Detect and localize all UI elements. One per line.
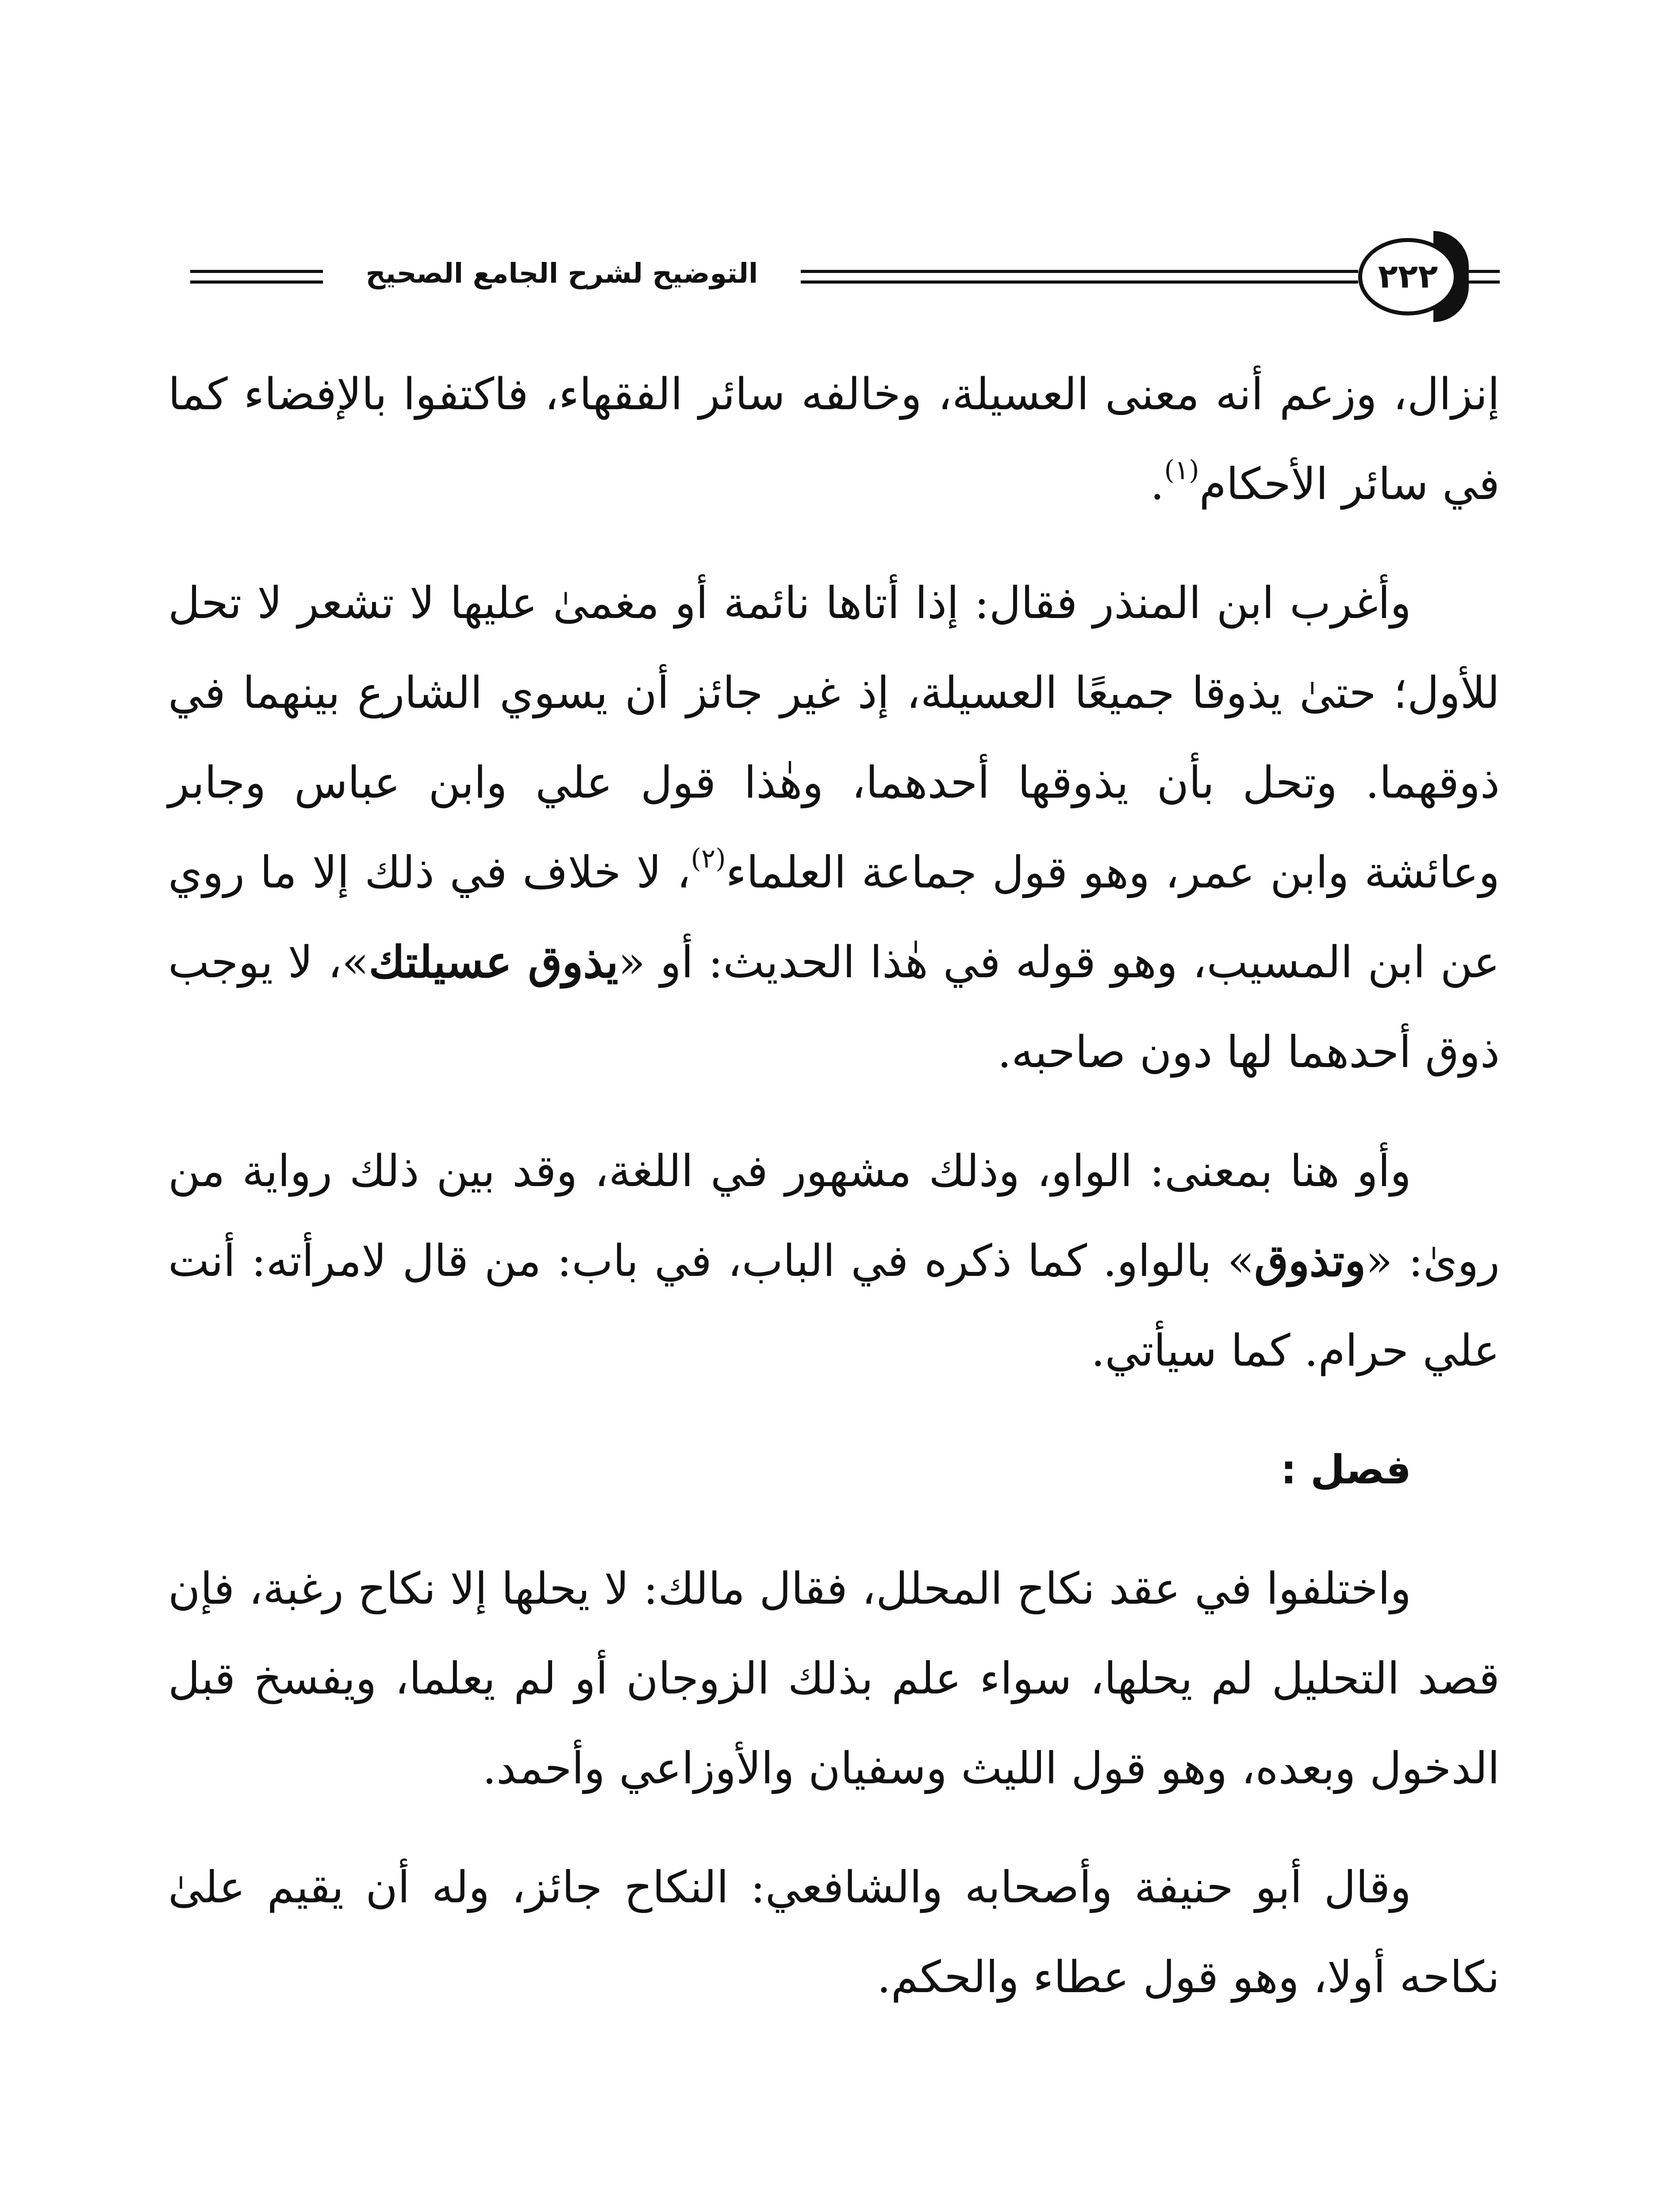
footnote-ref-2: (٢) (691, 843, 726, 874)
header-rule-left-top (190, 270, 323, 273)
paragraph-5: وقال أبو حنيفة وأصحابه والشافعي: النكاح جائز، وله أن يقيم علىٰ نكاحه أولا، وهو قول عطاء والحكم. (168, 1862, 1500, 2003)
header-rule-tail-bottom (1464, 280, 1500, 284)
paragraph-1-text: إنزال، وزعم أنه معنى العسيلة، وخالفه سائر الفقهاء، فاكتفوا بالإفضاء كما في سائر الأحكام (168, 369, 1500, 510)
header-rule-left-bottom (190, 280, 323, 284)
quoted-word-watadhuq: وتذوق (1254, 1235, 1366, 1286)
paragraph-3 (168, 1126, 1500, 1396)
paragraph-3-text-b: » بالواو. كما ذكره في الباب، في باب: من قال لامرأته: أنت علي حرام. كما سيأتي. (168, 1236, 1500, 1376)
quoted-phrase-yadhuq: يذوق عسيلتك (369, 937, 618, 988)
page-header (190, 226, 1500, 332)
page-number: ٢٢٢ (1378, 257, 1438, 296)
running-title: التوضيح لشرح الجامع الصحيح (365, 257, 758, 289)
page-number-badge (1358, 226, 1469, 327)
paragraph-2-text-b: ، لا خلاف في ذلك إلا ما روي عن ابن المسيب، وهو قوله في هٰذا الحديث: أو « (168, 847, 1500, 988)
body-text (168, 349, 1500, 2051)
footnote-ref-1: (١) (1164, 455, 1199, 486)
paragraph-2-text-a: وأغرب ابن المنذر فقال: إذا أتاها نائمة أو مغمىٰ عليها لا تشعر لا تحل للأول؛ حتىٰ يذوقا جميعًا العسيلة، إذ غير جائز أن يسوي الشارع بينهما في ذوقهما. وتحل بأن يذوقها أحدهما، وهٰذا قول علي وابن عباس وجابر وعائشة وابن عمر، وهو قول جماعة العلماء (168, 578, 1500, 898)
paragraph-2 (168, 558, 1500, 1097)
header-rule-middle-top (801, 270, 1358, 273)
header-rule-tail-top (1464, 270, 1500, 273)
paragraph-1 (168, 349, 1500, 529)
header-rule-middle-bottom (801, 280, 1358, 284)
paragraph-2-text-c: »، لا يوجب ذوق أحدهما لها دون صاحبه. (168, 937, 1500, 1078)
paragraph-4: واختلفوا في عقد نكاح المحلل، فقال مالك: لا يحلها إلا نكاح رغبة، فإن قصد التحليل لم يحلها، سواء علم بذلك الزوجان أو لم يعلما، ويفسخ قبل الدخول وبعده، وهو قول الليث وسفيان والأوزاعي وأحمد. (168, 1563, 1500, 1794)
section-heading: فصل : (1280, 1447, 1411, 1493)
paragraph-3-text-a: وأو هنا بمعنى: الواو، وذلك مشهور في اللغة، وقد بين ذلك رواية من روىٰ: « (168, 1146, 1500, 1286)
paragraph-1-end: . (1150, 459, 1164, 510)
